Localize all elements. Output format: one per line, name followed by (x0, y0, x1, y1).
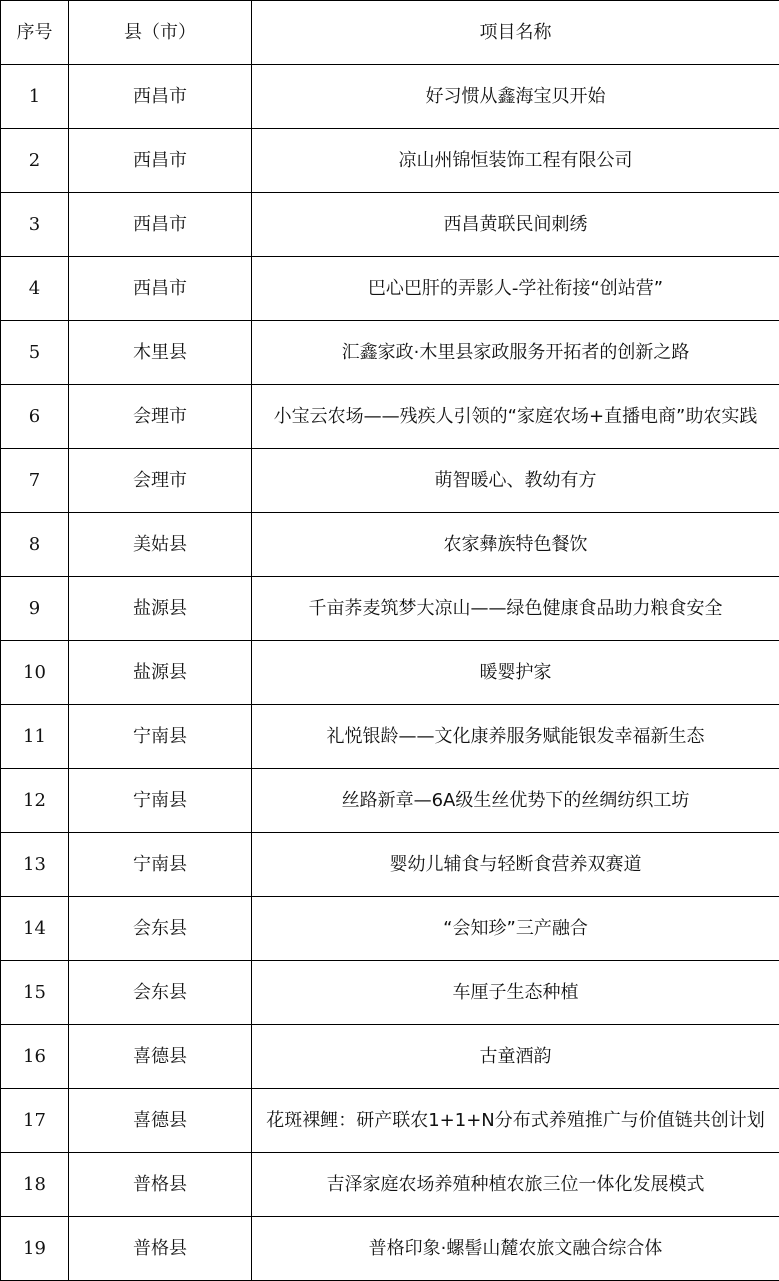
cell-county: 西昌市 (69, 257, 252, 321)
table-row (1, 513, 779, 577)
cell-project-name: 古童酒韵 (252, 1025, 779, 1089)
table-row (1, 1089, 779, 1153)
table-row (1, 577, 779, 641)
cell-county: 木里县 (69, 321, 252, 385)
cell-serial-number: 13 (1, 833, 69, 897)
cell-county: 西昌市 (69, 193, 252, 257)
cell-county: 会东县 (69, 961, 252, 1025)
table-row (1, 193, 779, 257)
cell-project-name: 好习惯从鑫海宝贝开始 (252, 65, 779, 129)
cell-county: 美姑县 (69, 513, 252, 577)
cell-project-name: 农家彝族特色餐饮 (252, 513, 779, 577)
cell-serial-number: 4 (1, 257, 69, 321)
cell-serial-number: 11 (1, 705, 69, 769)
cell-serial-number: 7 (1, 449, 69, 513)
cell-county: 喜德县 (69, 1089, 252, 1153)
cell-county: 喜德县 (69, 1025, 252, 1089)
cell-serial-number: 5 (1, 321, 69, 385)
cell-county: 盐源县 (69, 641, 252, 705)
cell-serial-number: 8 (1, 513, 69, 577)
cell-serial-number: 10 (1, 641, 69, 705)
cell-serial-number: 3 (1, 193, 69, 257)
table-row (1, 449, 779, 513)
cell-project-name: 千亩荞麦筑梦大凉山——绿色健康食品助力粮食安全 (252, 577, 779, 641)
table-row (1, 1153, 779, 1217)
cell-county: 宁南县 (69, 705, 252, 769)
cell-project-name: 花斑裸鲤：研产联农1+1+N分布式养殖推广与价值链共创计划 (252, 1089, 779, 1153)
table-row (1, 65, 779, 129)
table-row (1, 1217, 779, 1281)
table-row (1, 833, 779, 897)
table-row (1, 961, 779, 1025)
header-project-name: 项目名称 (252, 1, 779, 65)
table-row (1, 385, 779, 449)
table-row (1, 129, 779, 193)
header-county: 县（市） (69, 1, 252, 65)
cell-county: 普格县 (69, 1217, 252, 1281)
cell-serial-number: 17 (1, 1089, 69, 1153)
cell-project-name: 礼悦银龄——文化康养服务赋能银发幸福新生态 (252, 705, 779, 769)
cell-serial-number: 16 (1, 1025, 69, 1089)
cell-project-name: 普格印象·螺髻山麓农旅文融合综合体 (252, 1217, 779, 1281)
cell-project-name: 吉泽家庭农场养殖种植农旅三位一体化发展模式 (252, 1153, 779, 1217)
cell-project-name: 车厘子生态种植 (252, 961, 779, 1025)
cell-serial-number: 1 (1, 65, 69, 129)
header-serial-number: 序号 (1, 1, 69, 65)
cell-county: 会理市 (69, 449, 252, 513)
cell-serial-number: 2 (1, 129, 69, 193)
cell-project-name: 西昌黄联民间刺绣 (252, 193, 779, 257)
cell-project-name: 萌智暖心、教幼有方 (252, 449, 779, 513)
table-row (1, 1025, 779, 1089)
table-row (1, 769, 779, 833)
cell-county: 盐源县 (69, 577, 252, 641)
cell-project-name: “会知珍”三产融合 (252, 897, 779, 961)
cell-county: 西昌市 (69, 65, 252, 129)
cell-county: 会东县 (69, 897, 252, 961)
table-row (1, 321, 779, 385)
cell-project-name: 凉山州锦恒装饰工程有限公司 (252, 129, 779, 193)
cell-project-name: 汇鑫家政·木里县家政服务开拓者的创新之路 (252, 321, 779, 385)
table-row (1, 257, 779, 321)
cell-project-name: 暖婴护家 (252, 641, 779, 705)
cell-serial-number: 14 (1, 897, 69, 961)
table-body (1, 65, 779, 1281)
cell-project-name: 丝路新章—6A级生丝优势下的丝绸纺织工坊 (252, 769, 779, 833)
cell-serial-number: 15 (1, 961, 69, 1025)
cell-project-name: 巴心巴肝的弄影人-学社衔接“创站营” (252, 257, 779, 321)
table-row (1, 705, 779, 769)
cell-county: 会理市 (69, 385, 252, 449)
cell-serial-number: 19 (1, 1217, 69, 1281)
table-header-row (1, 1, 779, 65)
cell-serial-number: 18 (1, 1153, 69, 1217)
cell-county: 宁南县 (69, 833, 252, 897)
cell-serial-number: 12 (1, 769, 69, 833)
cell-serial-number: 9 (1, 577, 69, 641)
cell-county: 宁南县 (69, 769, 252, 833)
cell-project-name: 小宝云农场——残疾人引领的“家庭农场+直播电商”助农实践 (252, 385, 779, 449)
table-row (1, 641, 779, 705)
table-row (1, 897, 779, 961)
cell-county: 普格县 (69, 1153, 252, 1217)
cell-serial-number: 6 (1, 385, 69, 449)
cell-county: 西昌市 (69, 129, 252, 193)
cell-project-name: 婴幼儿辅食与轻断食营养双赛道 (252, 833, 779, 897)
